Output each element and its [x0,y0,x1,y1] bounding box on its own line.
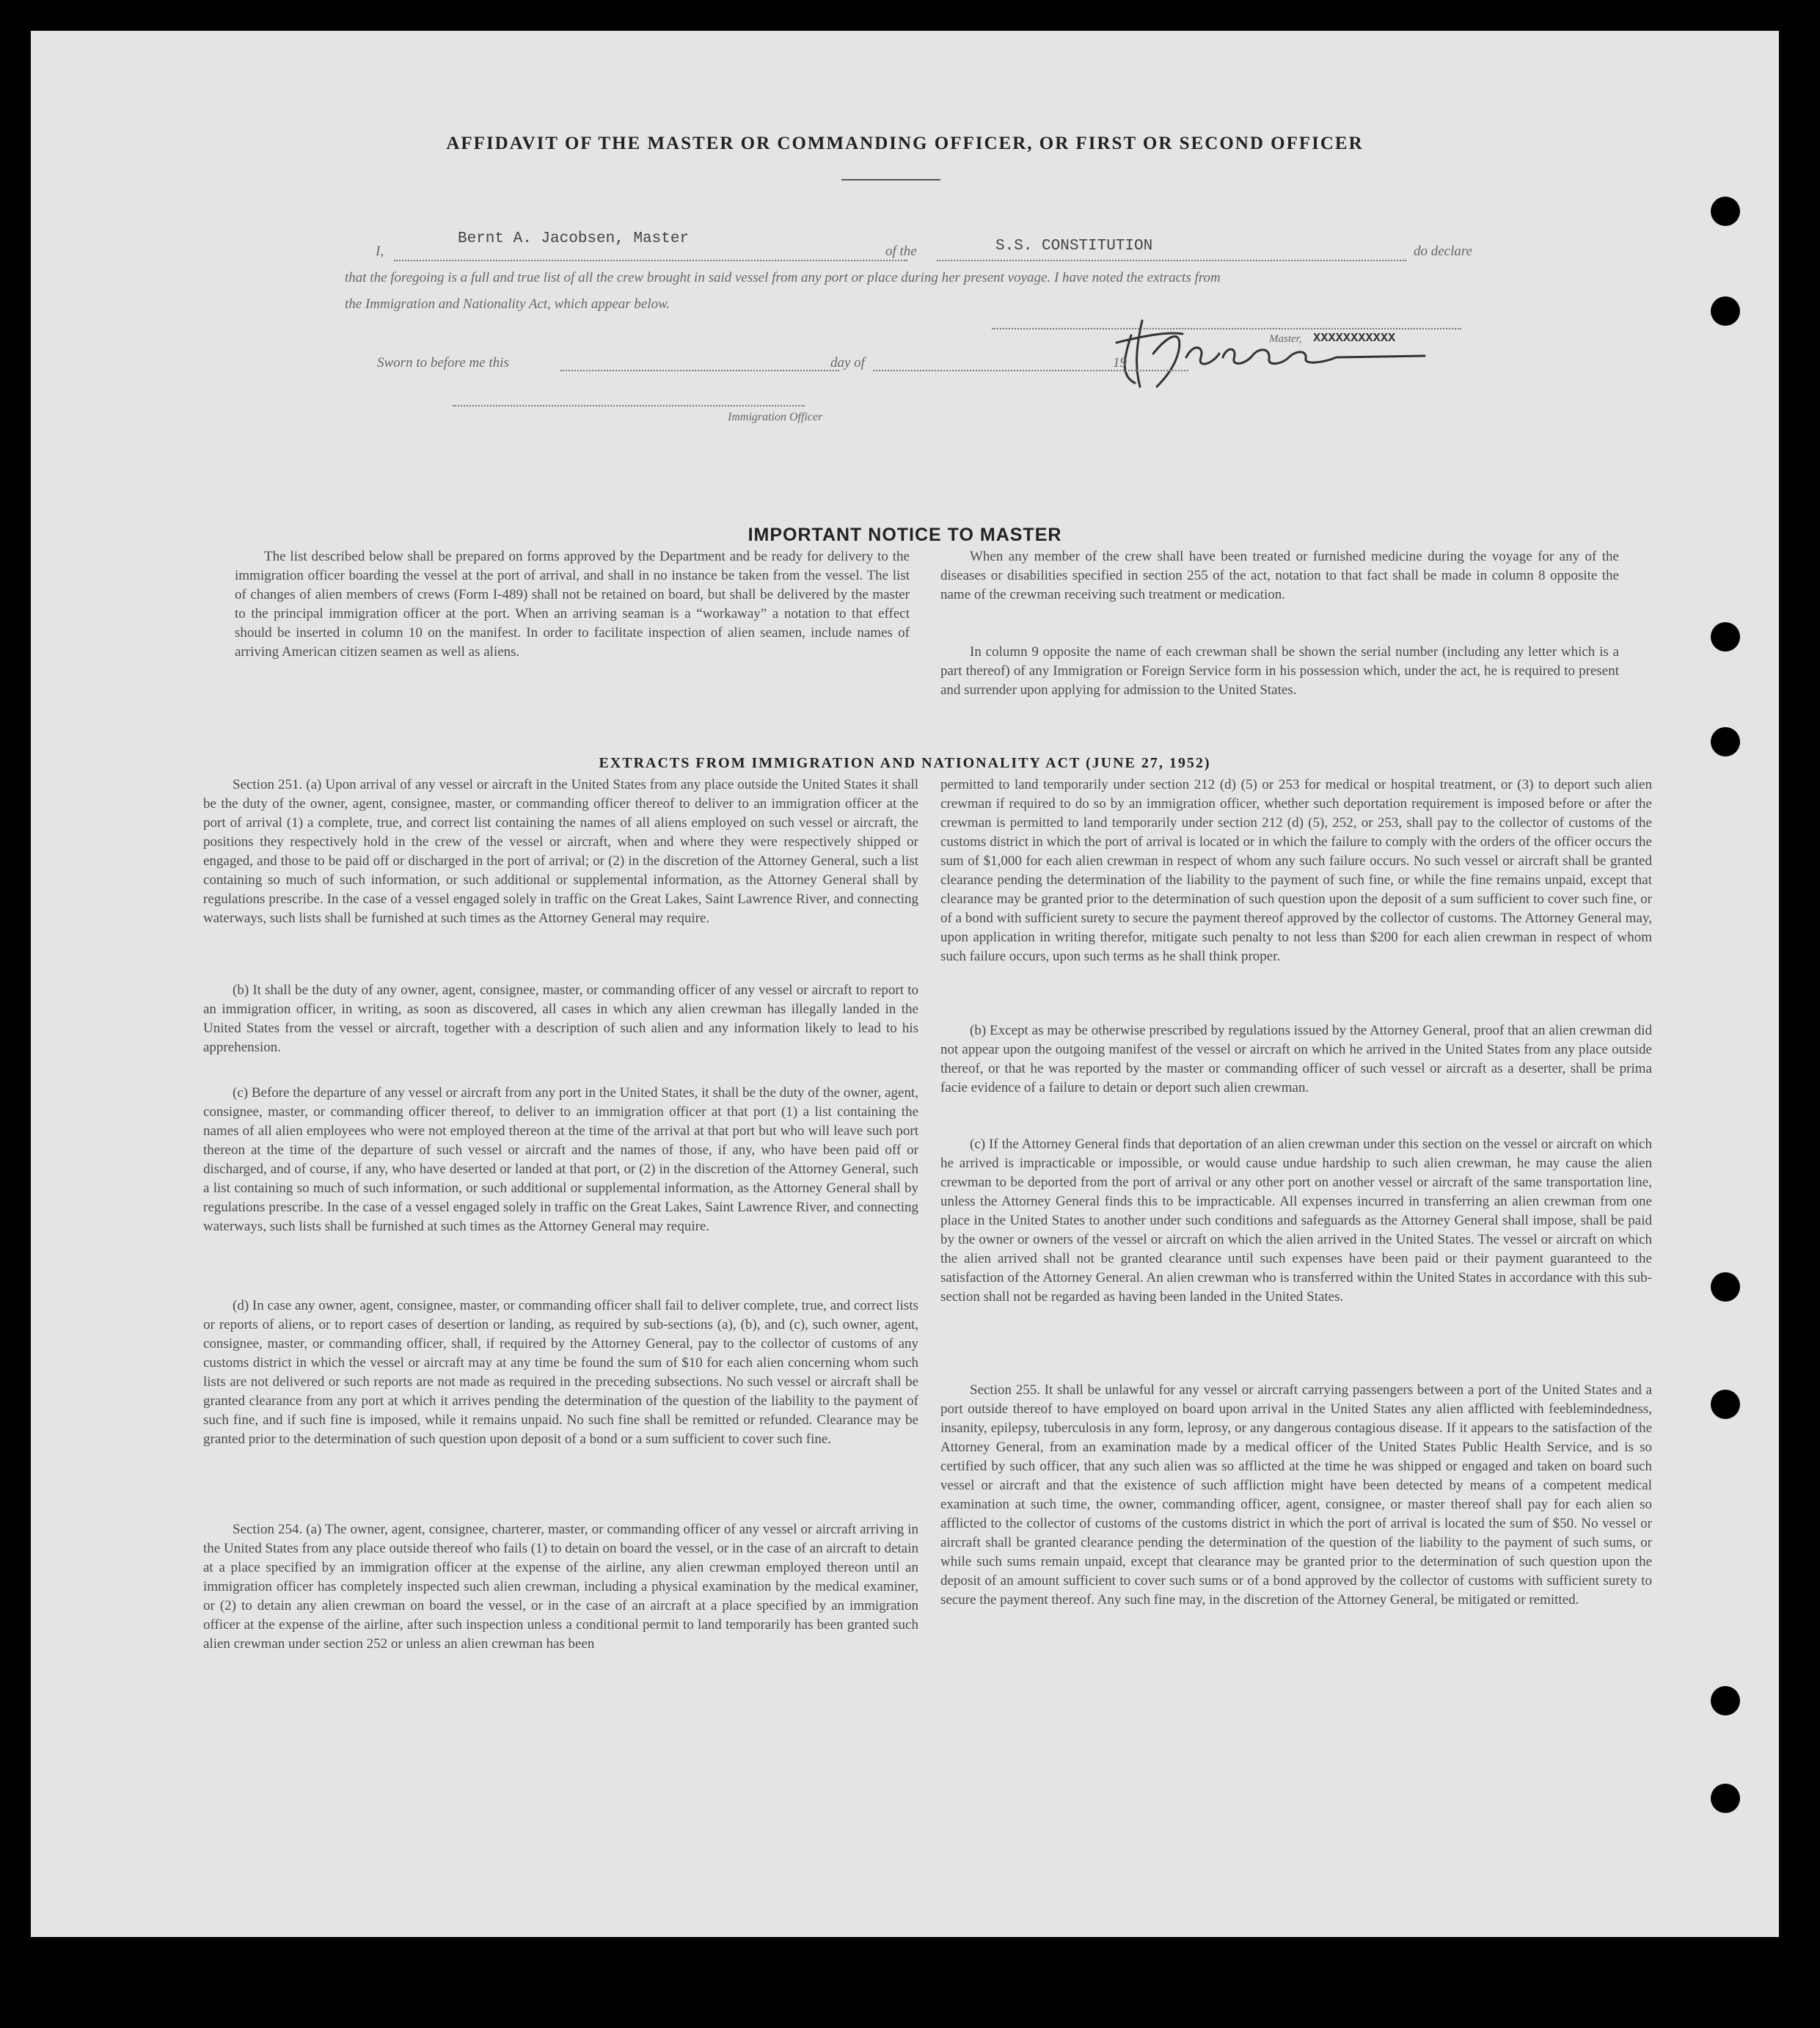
punch-hole [1711,727,1740,756]
struck-out-title: XXXXXXXXXXX [1313,332,1396,346]
extracts-title: EXTRACTS FROM IMMIGRATION AND NATIONALITY ACT (JUNE 27, 1952) [599,755,1211,771]
month-dotted-line [873,370,1188,371]
section-254-a: Section 254. (a) The owner, agent, consignee, charterer, master, or commanding officer of any vessel or aircraft arriving in the United States from any place outside thereof who fails (1) to detain on board the vessel, or in the case of an aircraft to detain at a place specified by an immigration officer at the expense of the airline, any alien crewman employed thereon until an immigration officer has completely inspected such alien crewman, including a physical examination by the medical examiner, or (2) to detain any alien crewman on board the vessel, or in the case of an aircraft at a place specified by an immigration officer at the expense of the airline, after such inspection unless a conditional permit to land temporarily has been granted such alien crewman under section 252 or unless an alien crewman has been [203,1522,918,1652]
section-255: Section 255. It shall be unlawful for any vessel or aircraft carrying passengers between a port of the United States and a port outside thereof to have employed on board upon arrival in the United States any alien afflicted with feeblemindedness, insanity, epilepsy, tuberculosis in any form, leprosy, or any dangerous contagious disease. If it appears to the satisfaction of the Attorney General, from an examination made by a medical officer of the United States Public Health Service, and is so certified by such officer, that any such alien was so afflicted at the time he was shipped or engaged and taken on board such vessel or aircraft and that the existence of such affliction might have been detected by means of a competent medical examination at such time, the owner, commanding officer, agent, consignee, or master thereof shall pay for each alien so afflicted to the collector of customs of the customs district in which the port of arrival is located the sum of $50. No vessel or aircraft shall be granted clearance pending the determination of the question of the liability to the payment of such sums, or while such sums remain unpaid, except that clearance may be granted prior to the determination of such question upon the deposit of an amount sufficient to cover such sums or of a bond approved by the collector of customs with sufficient surety to secure the payment thereof. Any such fine may, in the discretion of the Attorney General, be mitigated or remitted. [940,1382,1652,1608]
punch-hole [1711,1272,1740,1302]
signature-dotted-line [992,328,1461,329]
section-251-c: (c) Before the departure of any vessel or aircraft from any port in the United States, it shall be the duty of the owner, agent, consignee, master, or commanding officer thereof, to deliver to an immigration officer at that port (1) a list containing the names of all alien employees who were not employed thereon at the time of the arrival at that port but who will leave such port thereon at the time of the departure of such vessel or aircraft and the names of those, if any, who have been paid off or discharged, and of course, if any, who have deserted or landed at that port, or (2) in the discretion of the Attorney General, such a list containing so much of such information, or such additional or supplemental information, as the Attorney General shall by regulations prescribe. In the case of a vessel engaged solely in traffic on the Great Lakes, Saint Lawrence River, and connecting waterways, such lists shall be furnished at such times as the Attorney General may require. [203,1085,918,1234]
notice-right-paragraph-2: In column 9 opposite the name of each crewman shall be shown the serial number (including any letter which is a part thereof) of any Immigration or Foreign Service form in his possession which, under the act, he is required to present and surrender upon applying for admission to the United States. [940,644,1619,698]
declaration-line-1: that the foregoing is a full and true list of all the crew brought in said vessel from any port or place during her present voyage. I have noted the extracts from [345,270,1221,285]
do-declare-label: do declare [1414,244,1473,259]
sworn-date-dotted-line [560,370,839,371]
section-254-b: (b) Except as may be otherwise prescribed by regulations issued by the Attorney General, proof that an alien crewman did not appear upon the outgoing manifest of the vessel or aircraft on which he arrived in the United States from any place outside thereof, or that he was reported by the master or commanding officer of such vessel or aircraft as a deserter, shall be prima facie evidence of a failure to detain or deport such alien crewman. [940,1023,1652,1095]
of-the-label: of the [885,244,917,259]
master-signature [1102,313,1483,394]
section-254-a-continued: permitted to land temporarily under section 212 (d) (5) or 253 for medical or hospital treatment, or (3) to deport such alien crewman if required to do so by an immigration officer, whether such deportation requirement is imposed before or after the crewman is permitted to land temporarily under section 212 (d) (5), 252, or 253, shall pay to the collector of customs of the customs district in which the port of arrival is located or in which the failure to comply with the orders of the officer occurs the sum of $1,000 for each alien crewman in respect of whom any such failure occurs. No such vessel or aircraft shall be granted clearance pending the determination of the liability to the payment of such fine, or while the fine remains unpaid, except that clearance may be granted prior to the determination of such question upon the deposit of a sum sufficient to cover such fine, or of a bond with sufficient surety to secure the payment thereof approved by the collector of customs. The Attorney General may, upon application in writing therefor, mitigate such penalty to not less than $200 for each alien crewman in respect of whom such failure occurs, upon such terms as he shall think proper. [940,777,1652,964]
immigration-officer-label: Immigration Officer [728,411,823,423]
declaration-line-2: the Immigration and Nationality Act, which appear below. [345,296,670,312]
punch-hole [1711,1784,1740,1813]
i-label: I, [376,244,384,259]
section-251-d: (d) In case any owner, agent, consignee, master, or commanding officer shall fail to deliver complete, true, and correct lists or reports of aliens, or to report cases of desertion or landing, as required by sub-sections (a), (b), and (c), such owner, agent, consignee, master, or commanding officer, shall, if required by the Attorney General, pay to the collector of customs of any customs district in which the vessel or aircraft may at any time be found the sum of $10 for each alien concerning whom such lists are not delivered or such reports are not made as required in the preceding subsections. No such vessel or aircraft shall be granted clearance from any port at which it arrives pending the determination of the question of the liability to the payment of such fine, and if such fine is imposed, while it remains unpaid. No such fine shall be remitted or refunded. Clearance may be granted prior to the determination of such question upon deposit of a bond or a sum sufficient to cover such fine. [203,1298,918,1447]
section-251-b: (b) It shall be the duty of any owner, agent, consignee, master, or commanding officer of any vessel or aircraft to report to an immigration officer, in writing, as soon as discovered, all cases in which any alien crewman has illegally landed in the United States from the vessel or aircraft, together with a description of such alien and any information likely to lead to his apprehension. [203,982,918,1055]
title-rule [841,179,940,180]
affidavit-title: AFFIDAVIT OF THE MASTER OR COMMANDING OFFICER, OR FIRST OR SECOND OFFICER [446,134,1364,153]
punch-hole [1711,1686,1740,1715]
punch-hole [1711,296,1740,326]
punch-hole [1711,622,1740,652]
document-page [31,31,1779,1937]
punch-hole [1711,197,1740,226]
declarant-name: Bernt A. Jacobsen, Master [458,230,690,247]
vessel-name: S.S. CONSTITUTION [995,238,1153,255]
day-of-label: day of [830,355,865,371]
section-251-a: Section 251. (a) Upon arrival of any vessel or aircraft in the United States from any place outside the United States it shall be the duty of the owner, agent, consignee, master, or commanding officer thereof to deliver to an immigration officer at the port of arrival (1) a complete, true, and correct list containing the names of all aliens employed on such vessel or aircraft, the positions they respectively hold in the crew of the vessel or aircraft, when and where they were respectively shipped or engaged, and those to be paid off or discharged in the port of arrival; or (2) in the discretion of the Attorney General, such a list containing so much of such information, or such additional or supplemental information, as the Attorney General shall by regulations prescribe. In the case of a vessel engaged solely in traffic on the Great Lakes, Saint Lawrence River, and connecting waterways, such lists shall be furnished at such times as the Attorney General may require. [203,777,918,926]
punch-hole [1711,1390,1740,1419]
notice-title: IMPORTANT NOTICE TO MASTER [748,525,1062,545]
master-label: Master, [1269,333,1302,345]
notice-right-paragraph-1: When any member of the crew shall have been treated or furnished medicine during the voyage for any of the diseases or disabilities specified in section 255 of the act, notation to that fact shall be made in column 8 opposite the name of the crewman receiving such treatment or medication. [940,549,1619,602]
year-label: 19 [1113,355,1127,371]
officer-dotted-line [453,405,805,406]
section-254-c: (c) If the Attorney General finds that deportation of an alien crewman under this section on the vessel or aircraft on which he arrived is impracticable or impossible, or would cause undue hardship to such alien crewman, he may cause the alien crewman to be deported from the port of arrival or any other port on another vessel or aircraft of the same transportation line, unless the Attorney General finds this to be impracticable. All expenses incurred in transferring an alien crewman from one place in the United States to another under such conditions and safeguards as the Attorney General shall impose, shall be paid by the owner or owners of the vessel or aircraft on which the alien arrived in the United States. The vessel or aircraft on which the alien arrived shall not be granted clearance until such expenses have been paid or their payment guaranteed to the satisfaction of the Attorney General. An alien crewman who is transferred within the United States in accordance with this sub-section shall not be regarded as having been landed in the United States. [940,1137,1652,1305]
name-dotted-line [394,260,907,261]
vessel-dotted-line [937,260,1406,261]
notice-left-paragraph: The list described below shall be prepared on forms approved by the Department and be ready for delivery to the immigration officer boarding the vessel at the port of arrival, and shall in no instance be taken from the vessel. The list of changes of alien members of crews (Form I-489) shall not be retained on board, but shall be delivered by the master to the principal immigration officer at the port. When an arriving seaman is a “workaway” a notation to that effect should be inserted in column 10 on the manifest. In order to facilitate inspection of alien seamen, include names of arriving American citizen seamen as well as aliens. [235,549,910,660]
sworn-label: Sworn to before me this [377,355,509,371]
